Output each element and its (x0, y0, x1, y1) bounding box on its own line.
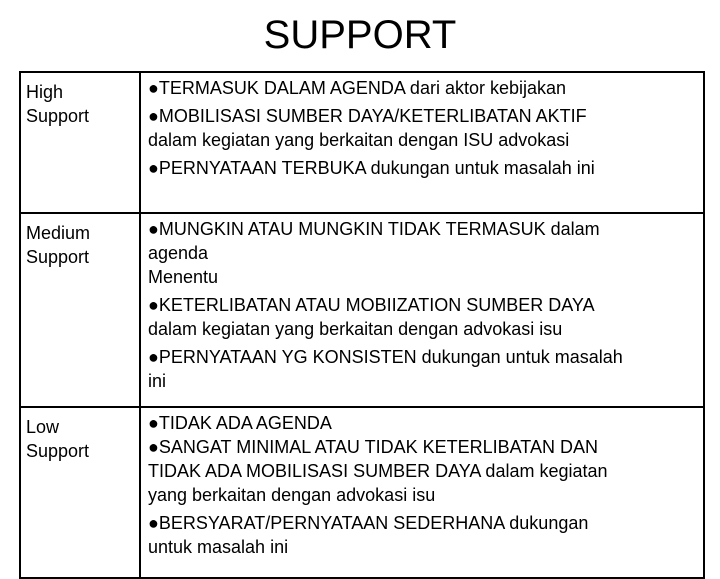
support-table (19, 71, 705, 579)
description-line: ●PERNYATAAN TERBUKA dukungan untuk masalah ini (148, 158, 595, 178)
description-line: ●BERSYARAT/PERNYATAAN SEDERHANA dukungan (148, 513, 589, 533)
table-row-high-support (20, 72, 704, 213)
row-label-high-support (20, 72, 140, 213)
row-label-low-support (20, 407, 140, 578)
row-label-line: Support (26, 441, 90, 461)
description-line: TIDAK ADA MOBILISASI SUMBER DAYA dalam kegiatan (148, 461, 608, 481)
description-line: ●MUNGKIN ATAU MUNGKIN TIDAK TERMASUK dalam (148, 219, 600, 239)
description-line: yang berkaitan dengan advokasi isu (148, 485, 436, 505)
row-description-low-support (140, 407, 704, 578)
row-label-line: Medium (26, 223, 91, 243)
row-description-high-support (140, 72, 704, 213)
description-line: untuk masalah ini (148, 537, 289, 557)
page-title: SUPPORT (263, 13, 457, 57)
description-line: ini (148, 371, 167, 391)
row-label-medium-support (20, 213, 140, 407)
description-line: ●TIDAK ADA AGENDA (148, 413, 332, 433)
description-line: ●TERMASUK DALAM AGENDA dari aktor kebijakan (148, 78, 567, 98)
description-line: ●MOBILISASI SUMBER DAYA/KETERLIBATAN AKTIF (148, 106, 587, 126)
description-line: ●KETERLIBATAN ATAU MOBIIZATION SUMBER DAYA (148, 295, 595, 315)
description-line: dalam kegiatan yang berkaitan dengan ISU advokasi (148, 130, 570, 150)
row-label-line: High (26, 82, 64, 102)
description-line: ●SANGAT MINIMAL ATAU TIDAK KETERLIBATAN DAN (148, 437, 598, 457)
row-label-line: Support (26, 106, 90, 126)
description-line: dalam kegiatan yang berkaitan dengan advokasi isu (148, 319, 563, 339)
description-line: Menentu (148, 267, 219, 287)
row-label-line: Low (26, 417, 60, 437)
table-row-low-support (20, 407, 704, 578)
description-line: ●PERNYATAAN YG KONSISTEN dukungan untuk masalah (148, 347, 623, 367)
row-description-medium-support (140, 213, 704, 407)
table-row-medium-support (20, 213, 704, 407)
description-line: agenda (148, 243, 209, 263)
row-label-line: Support (26, 247, 90, 267)
